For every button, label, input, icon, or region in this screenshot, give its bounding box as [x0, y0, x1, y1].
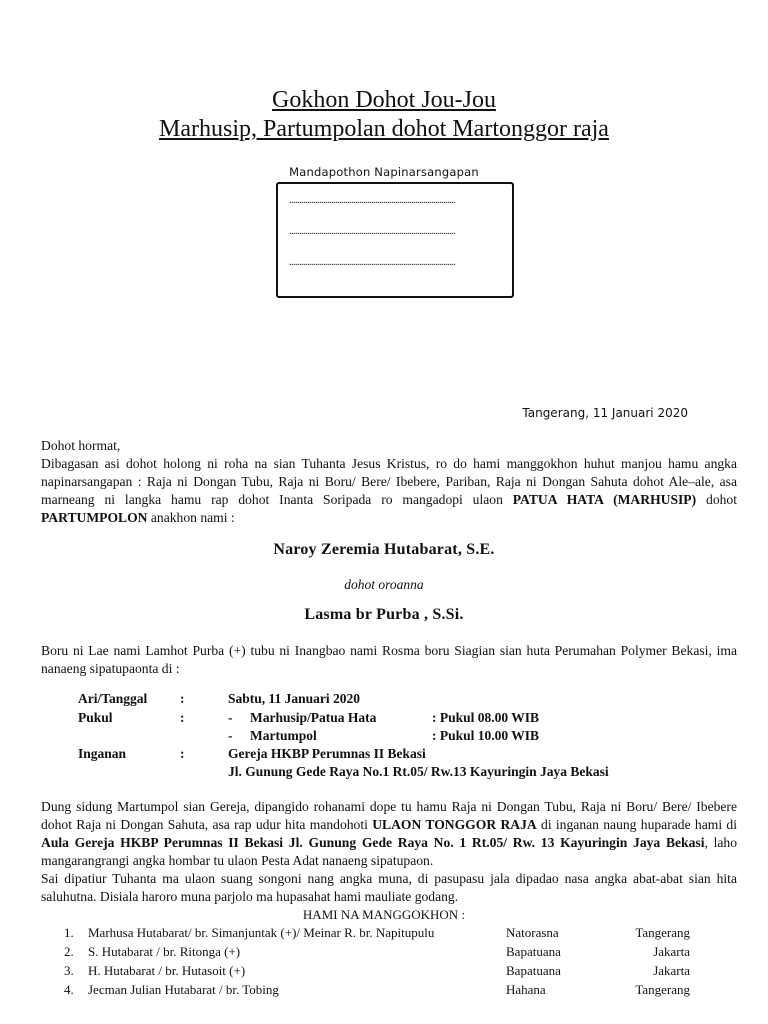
- host-role: Natorasna: [506, 925, 559, 940]
- greeting: Dohot hormat,: [41, 438, 121, 453]
- place-date: Tangerang, 11 Januari 2020: [522, 406, 688, 420]
- intro-body: [41, 455, 737, 527]
- venue-address: Jl. Gunung Gede Raya No.1 Rt.05/ Rw.13 Kayuringin Jaya Bekasi: [228, 764, 609, 779]
- document-title: Gokhon Dohot Jou-Jou: [271, 87, 496, 113]
- closing-paragraph: [41, 798, 737, 906]
- host-name: Marhusa Hutabarat/ br. Simanjuntak (+)/ Meinar R. br. Napitupulu: [88, 925, 435, 940]
- closing-text: , laho mangarangrangi angka hombar tu ulaon Pesta Adat nanaeng sipatupaon.: [41, 835, 738, 868]
- item-number: 4.: [64, 982, 74, 997]
- list-item: [60, 924, 700, 942]
- document-subtitle: Marhusip, Partumpolan dohot Martonggor raja: [159, 116, 609, 142]
- closing-text: Dung sidung Martumpol sian Gereja, dipangido rohanami dope tu hamu Raja ni Dongan Tubu, Raja ni Boru/ Bere/ Ibebere dohot Raja ni Dongan Sahuta, asa rap udur hita mandohoti: [41, 799, 737, 832]
- intro-text: dohot: [696, 492, 737, 507]
- schedule-colon: :: [180, 746, 185, 761]
- intro-text: anakhon nami :: [147, 510, 235, 525]
- groom-name: Naroy Zeremia Hutabarat, S.E.: [273, 541, 495, 558]
- host-city: Jakarta: [653, 963, 690, 978]
- list-item: [60, 943, 700, 961]
- schedule-label: Pukul: [78, 710, 113, 725]
- venue-line: Gereja HKBP Perumnas II Bekasi: [228, 746, 426, 761]
- event-time: : Pukul 08.00 WIB: [432, 710, 540, 725]
- closing-text: di inganan naung huparade hami di: [536, 817, 737, 832]
- host-role: Hahana: [506, 982, 546, 997]
- item-number: 2.: [64, 944, 74, 959]
- schedule-value: Sabtu, 11 Januari 2020: [228, 691, 361, 706]
- schedule-colon: :: [180, 691, 185, 706]
- item-number: 3.: [64, 963, 74, 978]
- address-line: ...................................................................................: [289, 196, 455, 206]
- closing-bold: ULAON TONGGOR RAJA: [372, 817, 537, 832]
- event-name: Marhusip/Patua Hata: [250, 710, 377, 725]
- host-city: Jakarta: [653, 944, 690, 959]
- schedule-dash: -: [228, 710, 233, 725]
- closing-body: [41, 798, 737, 870]
- address-box-label: Mandapothon Napinarsangapan: [289, 165, 479, 179]
- intro-paragraph: [41, 437, 737, 527]
- host-role: Bapatuana: [506, 944, 561, 959]
- schedule-colon: :: [180, 710, 185, 725]
- schedule-label: Ari/Tanggal: [78, 691, 148, 706]
- list-item: [60, 962, 700, 980]
- host-name: H. Hutabarat / br. Hutasoit (+): [88, 963, 246, 978]
- event-name: Martumpol: [250, 728, 317, 743]
- address-box: [276, 182, 514, 298]
- intro-bold: PARTUMPOLON: [41, 510, 148, 525]
- schedule-dash: -: [228, 728, 233, 743]
- host-role: Bapatuana: [506, 963, 561, 978]
- host-name: Jecman Julian Hutabarat / br. Tobing: [88, 982, 279, 997]
- closing-bold: Aula Gereja HKBP Perumnas II Bekasi Jl. Gunung Gede Raya No. 1 Rt.05/ Rw. 13 Kayuringin Jaya Bekasi: [41, 835, 705, 850]
- event-time: : Pukul 10.00 WIB: [432, 728, 540, 743]
- host-name: S. Hutabarat / br. Ritonga (+): [88, 944, 241, 959]
- host-city: Tangerang: [635, 982, 690, 997]
- intro-text: Dibagasan asi dohot holong ni roha na sian Tuhanta Jesus Kristus, ro do hami manggokhon huhut manjou hamu angka napinarsangapan : Raja ni Dongan Tubu, Raja ni Boru/ Bere/ Ibebere, Pariban, Raja ni Dongan Sahuta dohot Ale–ale, asa marneang ni langka hamu rap dohot Inanta Soripada ro mangadopi ulaon: [41, 456, 737, 507]
- closing-blessing: Sai dipatiur Tuhanta ma ulaon suang songoni nang angka muna, di pasupasu jala dipadao nasa angka abat-abat sian hita saluhutna. Disiala haroro muna parjolo ma hupasahat hami mauliate godang.: [41, 871, 737, 904]
- host-city: Tangerang: [635, 925, 690, 940]
- list-item: [60, 981, 700, 999]
- item-number: 1.: [64, 925, 74, 940]
- address-line: ...................................................................................: [289, 227, 455, 237]
- intro-bold: PATUA HATA (MARHUSIP): [512, 492, 697, 507]
- hosts-heading: HAMI NA MANGGOKHON :: [302, 907, 466, 922]
- schedule-label: Inganan: [78, 746, 127, 761]
- couple-connector: dohot oroanna: [344, 577, 424, 592]
- address-line: ...................................................................................: [289, 258, 455, 268]
- parents-paragraph: Boru ni Lae nami Lamhot Purba (+) tubu ni Inangbao nami Rosma boru Siagian sian huta Perumahan Polymer Bekasi, ima nanaeng sipatupaonta di :: [41, 643, 737, 676]
- bride-name: Lasma br Purba , S.Si.: [304, 606, 464, 623]
